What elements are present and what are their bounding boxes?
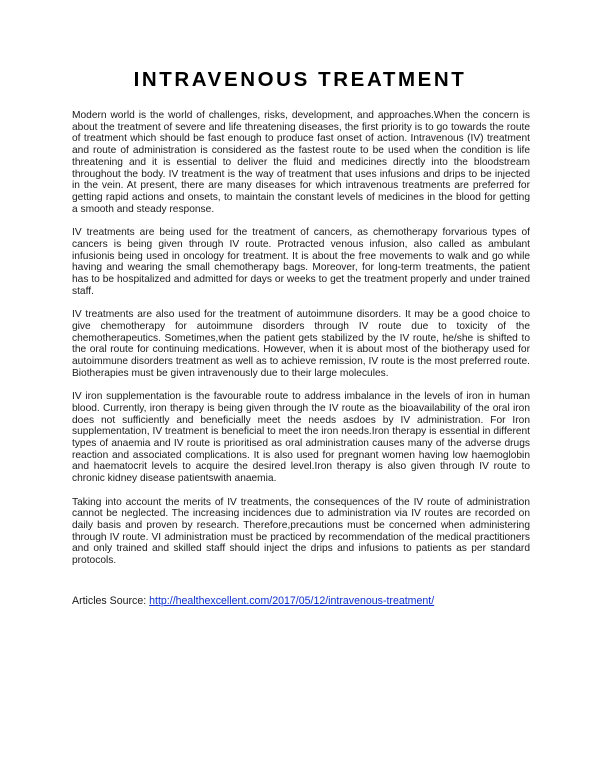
paragraph-autoimmune: IV treatments are also used for the treatment of autoimmune disorders. It may be a good choice to give chemotherapy for autoimmune disorders through IV route due to toxicity of the chemotherapeutics. Sometimes,when the patient gets stabilized by the IV route, he/she is shifted to the oral route for continuing medications. However, when it is about most of the biotherapy used for autoimmune disorders treatment as well as to achieve remission, IV route is the most preferred route. Biotherapies must be given intravenously due to their large molecules. <box>72 309 530 379</box>
paragraph-consequences: Taking into account the merits of IV treatments, the consequences of the IV route of administration cannot be neglected. The increasing incidences due to administration via IV routes are recorded on daily basis and proven by research. Therefore,precautions must be concerned when administering through IV route. VI administration must be practiced by recommendation of the medical practitioners and only trained and skilled staff should inject the drips and infusions to patients as per standard protocols. <box>72 496 530 567</box>
document-title: INTRAVENOUS TREATMENT <box>133 68 467 91</box>
paragraph-iron: IV iron supplementation is the favourable route to address imbalance in the levels of iron in human blood. Currently, iron therapy is being given through the IV route as the bioavailability of the oral iron does not sufficiently and beneficially meet the needs asdoes by IV administration. For Iron supplementation, IV treatment is beneficial to meet the iron needs.Iron therapy is essential in different types of anaemia and IV route is prioritised as oral administration causes many of the adverse drugs reaction and associated complications. It is also used for pregnant women having low haemoglobin and haematocrit levels to acquire the desired level.Iron therapy is also given through IV route to chronic kidney disease patientswith anaemia. <box>72 391 530 485</box>
article-body <box>72 110 530 579</box>
paragraph-cancer: IV treatments are being used for the treatment of cancers, as chemotherapy forvarious types of cancers is being given through IV route. Protracted venous infusion, also called as ambulant infusionis being used in oncology for treatment. It is about the free movements to walk and go while having and wearing the small chemotherapy bags. Moreover, for long-term treatments, the patient has to be hospitalized and admitted for days or weeks to get the treatment properly and under trained staff. <box>72 227 530 297</box>
source-label: Articles Source: <box>72 595 150 607</box>
source-link[interactable]: http://healthexcellent.com/2017/05/12/intravenous-treatment/ <box>149 595 435 607</box>
paragraph-intro: Modern world is the world of challenges, risks, development, and approaches.When the concern is about the treatment of severe and life threatening diseases, the first priority is to go towards the route of treatment which should be fast enough to produce fast onset of action. Intravenous (IV) treatment and route of administration is considered as the fastest route to be used when the condition is life threatening and it is essential to deliver the fluid and medicines directly into the bloodstream throughout the body. IV treatment is the way of treatment that uses infusions and drips to be injected in the vein. At present, there are many diseases for which intravenous treatments are preferred for getting rapid actions and onsets, to maintain the constant levels of medicines in the blood for getting a smooth and steady response. <box>72 110 530 215</box>
article-source <box>72 595 434 608</box>
